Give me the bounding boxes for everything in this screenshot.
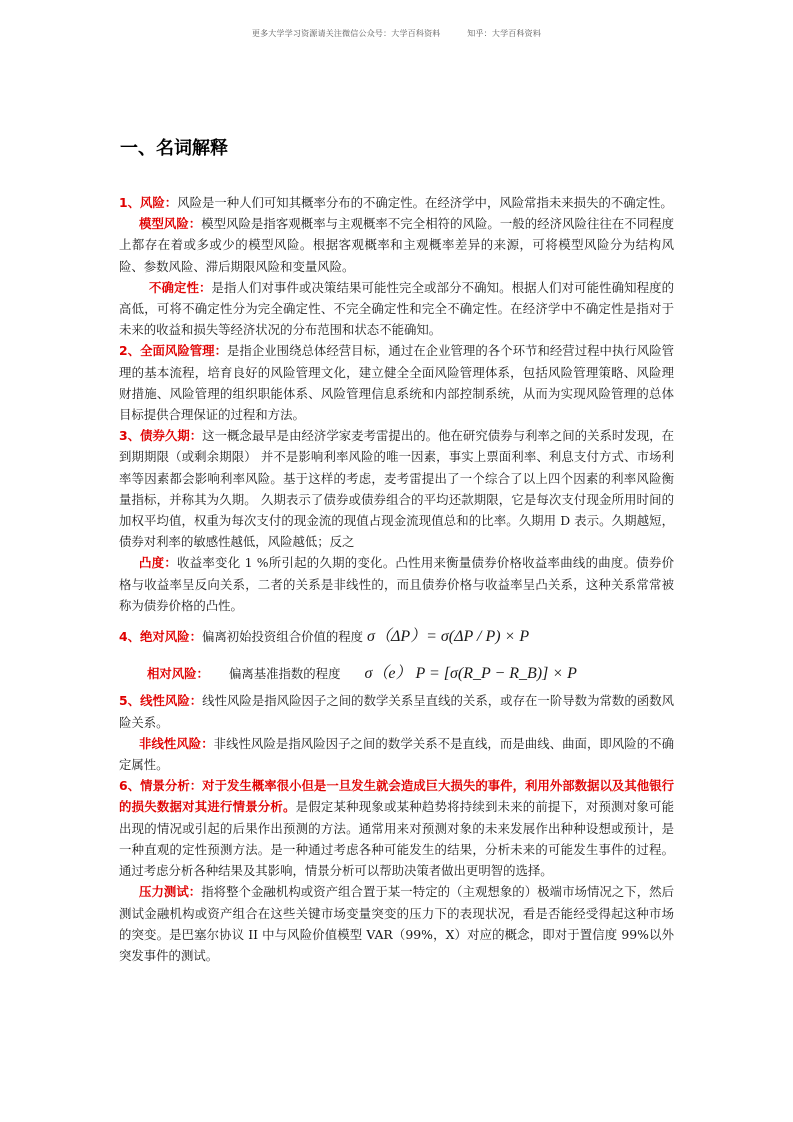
term-linear-risk: 5、线性风险： bbox=[119, 693, 203, 709]
term-relative-risk: 相对风险： bbox=[147, 666, 209, 682]
header-wechat-note: 更多大学学习资源请关注微信公众号：大学百科资料 bbox=[251, 29, 441, 38]
definition-erm: 是指企业围绕总体经营目标，通过在企业管理的各个环节和经营过程中执行风险管理的基本流程，培育良好的风险管理文化，建立健全全面风险管理体系，包括风险管理策略、风险理财措施、风险管理的组织职能体系、风险管理信息系统和内部控制系统，从而为实现风险管理的总体目标提供合理保证的过程和方法。 bbox=[119, 343, 675, 423]
entry-erm bbox=[119, 340, 674, 425]
definition-stress-test: 指将整个金融机构或资产组合置于某一特定的（主观想象的）极端市场情况之下，然后测试金融机构或资产组合在这些关键市场变量突变的压力下的表现状况，看是否能经受得起这种市场的突变。是巴塞尔协议 II 中与风险价值模型 VAR（99%，X）对应的概念，即对于置信度 99%以外突发事件的测试。 bbox=[119, 884, 675, 963]
definition-scenario: 是假定某种现象或某种趋势将持续到未来的前提下，对预测对象可能出现的情况或引起的后果作出预测的方法。通常用来对预测对象的未来发展作出种种设想或预计，是一种直观的定性预测方法。是一种通过考虑各种可能发生的结果，分析未来的可能发生事件的过程。通过考虑分析各种结果及其影响，情景分析可以帮助决策者做出更明智的选择。 bbox=[119, 799, 675, 879]
definition-convexity: 收益率变化 1 %所引起的久期的变化。凸性用来衡量债券价格收益率曲线的曲度。债券价格与收益率呈反向关系，二者的关系是非线性的，而且债券价格与收益率呈凸关系，这种关系常常被称为债券价格的凸性。 bbox=[119, 555, 675, 613]
entry-scenario bbox=[119, 775, 674, 881]
definition-risk: 风险是一种人们可知其概率分布的不确定性。在经济学中，风险常指未来损失的不确定性。 bbox=[177, 195, 673, 210]
term-risk: 1、风险： bbox=[119, 195, 178, 210]
term-duration: 3、债券久期： bbox=[119, 428, 203, 444]
entry-uncertainty bbox=[119, 277, 674, 341]
definition-duration: 这一概念最早是由经济学家麦考雷提出的。他在研究债券与利率之间的关系时发现，在到期期限（或剩余期限） 并不是影响利率风险的唯一因素，事实上票面利率、利息支付方式、市场利率等因素都会影响利率风险。基于这样的考虑，麦考雷提出了一个综合了以上四个因素的利率风险衡量指标，并称其为久期。 久期表示了债券或债券组合的平均还款期限，它是每次支付现金所用时间的加权平均值，权重为每次支付的现金流的现值占现金流现值总和的比率。久期用 D 表示。久期越短，债券对利率的敏感性越低，风险越低；反之 bbox=[119, 428, 674, 550]
term-convexity: 凸度： bbox=[139, 555, 178, 571]
document-body bbox=[119, 192, 674, 966]
entry-duration bbox=[119, 425, 674, 552]
term-uncertainty: 不确定性： bbox=[149, 279, 212, 295]
term-erm: 2、全面风险管理： bbox=[119, 343, 227, 359]
definition-linear-risk: 线性风险是指风险因子之间的数学关系呈直线的关系，或存在一阶导数为常数的函数风险关系。 bbox=[119, 693, 674, 730]
definition-nonlinear-risk: 非线性风险是指风险因子之间的数学关系不是直线，而是曲线、曲面，即风险的不确定属性。 bbox=[119, 735, 675, 773]
term-model-risk: 模型风险： bbox=[139, 216, 202, 232]
entry-absolute-risk bbox=[119, 626, 674, 647]
entry-nonlinear-risk bbox=[119, 733, 674, 775]
definition-relative-risk: 偏离基准指数的程度 bbox=[228, 666, 341, 682]
term-absolute-risk: 4、绝对风险： bbox=[119, 629, 202, 645]
section-title: 一、名词解释 bbox=[120, 138, 228, 159]
entry-convexity bbox=[119, 552, 674, 616]
header-zhihu-note: 知乎：大学百科资料 bbox=[467, 29, 542, 38]
page-header bbox=[0, 28, 793, 39]
entry-linear-risk bbox=[119, 690, 674, 732]
definition-absolute-risk: 偏离初始投资组合价值的程度 bbox=[201, 629, 364, 645]
formula-relative-risk: σ（e） P = [σ(R_P − R_B)] × P bbox=[364, 665, 577, 683]
emphasis-scenario: 对于发生概率很小但是一旦发生就会造成巨大损失的事件，利用外部数据以及其他银行的损失数据对其进行情景分析。 bbox=[119, 778, 674, 815]
term-scenario: 6、情景分析： bbox=[119, 778, 203, 794]
definition-model-risk: 模型风险是指客观概率与主观概率不完全相符的风险。一般的经济风险往往在不同程度上都存在着或多或少的模型风险。根据客观概率和主观概率差异的来源，可将模型风险分为结构风险、参数风险、滞后期限风险和变量风险。 bbox=[119, 216, 675, 274]
entry-relative-risk bbox=[119, 663, 674, 684]
formula-absolute-risk: σ（ΔP）= σ(ΔP / P) × P bbox=[367, 628, 530, 646]
term-nonlinear-risk: 非线性风险： bbox=[139, 735, 214, 751]
entry-risk bbox=[119, 192, 674, 213]
entry-stress-test bbox=[119, 881, 674, 966]
term-stress-test: 压力测试： bbox=[139, 884, 202, 900]
definition-uncertainty: 是指人们对事件或决策结果可能性完全或部分不确知。根据人们对可能性确知程度的高低，可将不确定性分为完全确定性、不完全确定性和完全不确定性。在经济学中不确定性是指对于未来的收益和损失等经济状况的分布范围和状态不能确知。 bbox=[119, 279, 675, 338]
entry-model-risk bbox=[119, 213, 674, 277]
